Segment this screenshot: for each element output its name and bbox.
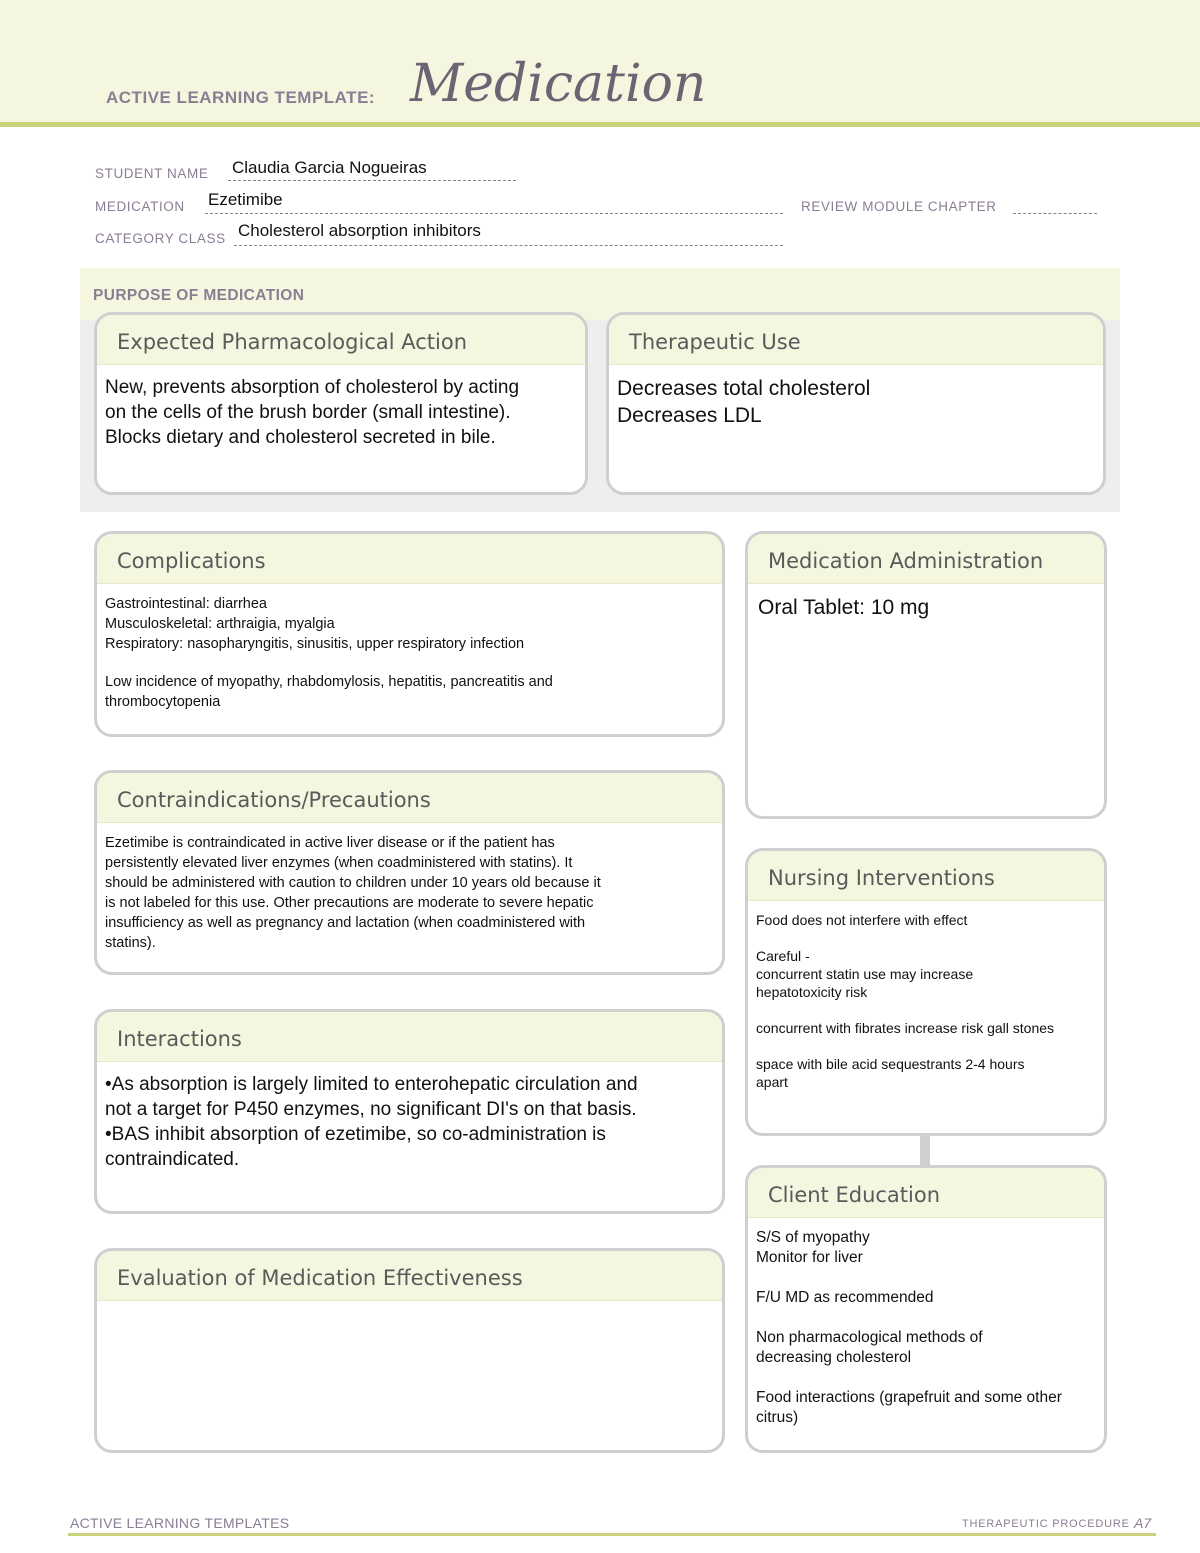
text-line: contraindicated. xyxy=(105,1149,240,1170)
text-line: hepatotoxicity risk xyxy=(756,984,868,1000)
text-line: •As absorption is largely limited to enterohepatic circulation and xyxy=(105,1074,638,1095)
evaluation-body[interactable] xyxy=(97,1301,722,1311)
administration-card xyxy=(745,531,1107,819)
contraindications-body[interactable] xyxy=(97,823,722,953)
complications-card xyxy=(94,531,725,737)
text-line: Monitor for liver xyxy=(756,1249,863,1266)
student-name-line xyxy=(228,180,516,181)
nursing-card xyxy=(745,848,1107,1136)
therapeutic-use-body[interactable] xyxy=(609,365,1103,429)
client-education-heading: Client Education xyxy=(748,1168,1104,1218)
medication-field[interactable]: Ezetimibe xyxy=(208,190,283,209)
template-prefix: ACTIVE LEARNING TEMPLATE: xyxy=(106,88,376,107)
text-line: Food does not interfere with effect xyxy=(756,912,968,928)
text-line: Decreases LDL xyxy=(617,404,762,427)
text-line: New, prevents absorption of cholesterol by acting xyxy=(105,377,520,398)
interactions-body[interactable] xyxy=(97,1062,722,1172)
text-line: S/S of myopathy xyxy=(756,1229,870,1246)
text-line: thrombocytopenia xyxy=(105,694,221,710)
expected-action-body[interactable] xyxy=(97,365,585,450)
text-line: is not labeled for this use. Other precautions are moderate to severe hepatic xyxy=(105,895,594,911)
text-line: Musculoskeletal: arthraigia, myalgia xyxy=(105,616,335,632)
text-line: Decreases total cholesterol xyxy=(617,377,871,400)
template-header xyxy=(0,0,1200,127)
text-line: decreasing cholesterol xyxy=(756,1349,912,1366)
text-line: concurrent with fibrates increase risk gall stones xyxy=(756,1020,1055,1036)
page-title: Medication xyxy=(410,54,707,114)
text-line: space with bile acid sequestrants 2-4 hours xyxy=(756,1056,1025,1072)
text-line: Non pharmacological methods of xyxy=(756,1329,983,1346)
administration-body[interactable] xyxy=(748,584,1104,621)
interactions-card xyxy=(94,1009,725,1214)
text-line: not a target for P450 enzymes, no significant DI's on that basis. xyxy=(105,1099,637,1120)
text-line: concurrent statin use may increase xyxy=(756,966,974,982)
footer-rule xyxy=(68,1533,1156,1536)
text-line: •BAS inhibit absorption of ezetimibe, so co-administration is xyxy=(105,1124,606,1145)
text-line: Blocks dietary and cholesterol secreted in bile. xyxy=(105,427,496,448)
text-line: on the cells of the brush border (small intestine). xyxy=(105,402,511,423)
text-line: F/U MD as recommended xyxy=(756,1289,934,1306)
nursing-heading: Nursing Interventions xyxy=(748,851,1104,901)
therapeutic-use-heading: Therapeutic Use xyxy=(609,315,1103,365)
category-class-field[interactable]: Cholesterol absorption inhibitors xyxy=(238,221,481,240)
category-class-line xyxy=(234,245,783,246)
card-connector xyxy=(920,1135,930,1167)
expected-action-heading: Expected Pharmacological Action xyxy=(97,315,585,365)
complications-body[interactable] xyxy=(97,584,722,712)
review-module-field[interactable] xyxy=(1013,213,1097,214)
footer-page: A7 xyxy=(1134,1515,1152,1531)
evaluation-heading: Evaluation of Medication Effectiveness xyxy=(97,1251,722,1301)
footer-right: THERAPEUTIC PROCEDURE xyxy=(962,1518,1130,1530)
text-line: apart xyxy=(756,1074,788,1090)
evaluation-card xyxy=(94,1248,725,1453)
category-class-label: CATEGORY CLASS xyxy=(95,231,226,246)
therapeutic-use-card xyxy=(606,312,1106,495)
text-line: citrus) xyxy=(756,1409,799,1426)
student-name-label: STUDENT NAME xyxy=(95,166,209,181)
medication-line xyxy=(205,213,783,214)
text-line: statins). xyxy=(105,935,156,951)
text-line: Food interactions (grapefruit and some other xyxy=(756,1389,1062,1406)
text-line: insufficiency as well as pregnancy and lactation (when coadministered with xyxy=(105,915,586,931)
nursing-body[interactable] xyxy=(748,901,1104,1091)
administration-heading: Medication Administration xyxy=(748,534,1104,584)
interactions-heading: Interactions xyxy=(97,1012,722,1062)
text-line: Gastrointestinal: diarrhea xyxy=(105,596,267,612)
text-line: Careful - xyxy=(756,948,810,964)
footer-left: ACTIVE LEARNING TEMPLATES xyxy=(70,1515,290,1531)
expected-action-card xyxy=(94,312,588,495)
text-line: persistently elevated liver enzymes (when coadministered with statins). It xyxy=(105,855,573,871)
contraindications-card xyxy=(94,770,725,975)
purpose-title: PURPOSE OF MEDICATION xyxy=(93,287,305,304)
complications-heading: Complications xyxy=(97,534,722,584)
text-line: Low incidence of myopathy, rhabdomylosis, hepatitis, pancreatitis and xyxy=(105,674,553,690)
contraindications-heading: Contraindications/Precautions xyxy=(97,773,722,823)
medication-label: MEDICATION xyxy=(95,199,185,214)
student-name-field[interactable]: Claudia Garcia Nogueiras xyxy=(232,158,427,177)
client-education-card xyxy=(745,1165,1107,1453)
text-line: should be administered with caution to children under 10 years old because it xyxy=(105,875,601,891)
text-line: Respiratory: nasopharyngitis, sinusitis, upper respiratory infection xyxy=(105,636,525,652)
text-line: Ezetimibe is contraindicated in active liver disease or if the patient has xyxy=(105,835,555,851)
review-module-label: REVIEW MODULE CHAPTER xyxy=(801,199,997,214)
client-education-body[interactable] xyxy=(748,1218,1104,1428)
text-line: Oral Tablet: 10 mg xyxy=(758,596,930,619)
